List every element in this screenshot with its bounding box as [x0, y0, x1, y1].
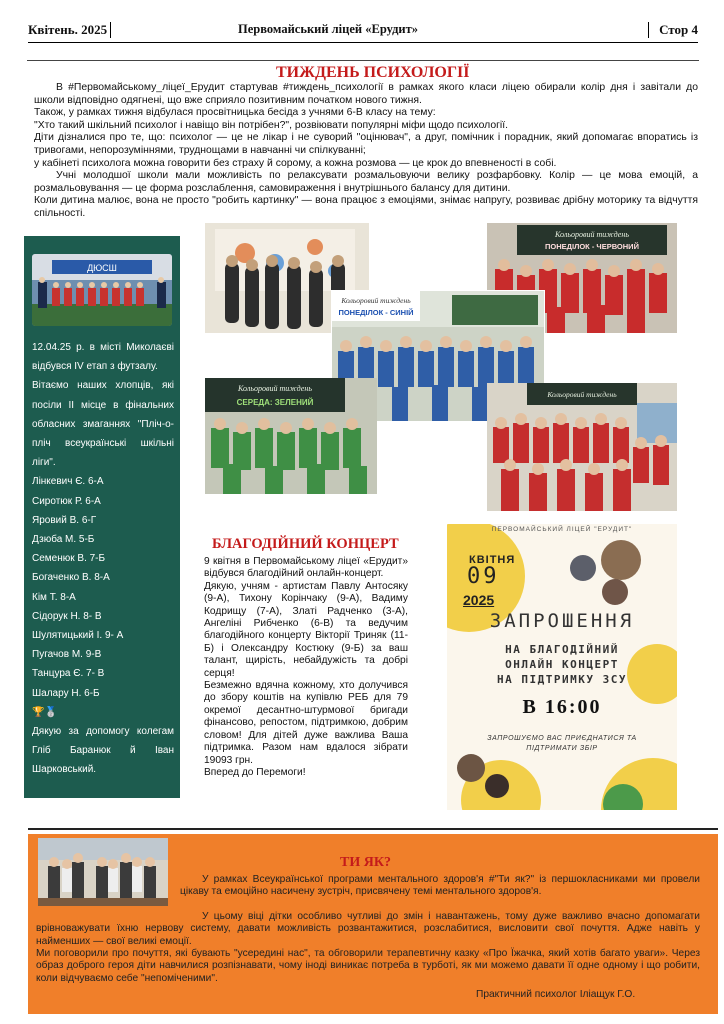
poster-subtitle-line: НА БЛАГОДІЙНИЙ — [505, 643, 619, 656]
charity-title: БЛАГОДІЙНИЙ КОНЦЕРТ — [212, 536, 399, 552]
sports-text — [32, 338, 174, 780]
player-item: Богаченко В. 8-А — [32, 572, 110, 584]
player-item: Яровий В. 6-Г — [32, 514, 97, 526]
paragraph: У цьому віці дітки особливо чутливі до змін і навантажень, тому дуже важливо вчасно допомагати врівноважувати їхню нервову систему, давати можливість розвантажитися, розслабитися, висловити свої почуття. Адже навіть у найменших — свої великі емоції. — [36, 910, 700, 947]
svg-text:ДЮСШ: ДЮСШ — [87, 263, 117, 273]
ty-yak-article — [36, 874, 700, 985]
page-number: Стор 4 — [648, 22, 698, 38]
red-class-photo — [487, 383, 677, 511]
svg-text:Кольоровий тиждень: Кольоровий тиждень — [341, 296, 411, 305]
paragraph: у кабінеті психолога можна говорити без страху й сорому, а кожна розмова — це крок до впевненості в собі. — [34, 157, 557, 169]
poster-time: В 16:00 — [522, 696, 602, 718]
paragraph: "Хто такий шкільний психолог і навіщо він потрібен?", розвіювати популярні міфи щодо психології. — [34, 119, 509, 131]
poster-organizer: ПЕРВОМАЙСЬКИЙ ЛІЦЕЙ "ЕРУДИТ" — [491, 526, 633, 533]
sports-paragraph: Вітаємо наших хлопців, які посіли II місце в фінальних обласних змаганнях "Пліч-о-пліч всеукраїнські шкільні ліги". — [32, 380, 174, 469]
svg-text:Кольоровий тиждень: Кольоровий тиждень — [547, 390, 617, 399]
paragraph: Безмежно вдячна кожному, хто долучився до збору коштів на купівлю РЕБ для 79 окремої десантно-штурмової бригади фінансово, репостом, підтримкою, добрим словом! Для дітей дуже важлива Ваша підтримка. Разом нам вдалося зібрати 19093 грн. — [204, 680, 408, 766]
green-day-photo — [205, 378, 377, 494]
player-item: Дзюба М. 5-Б — [32, 534, 95, 546]
poster-year: 2025 — [463, 592, 495, 608]
author-signature: Практичний психолог Іліащук Г.О. — [476, 989, 636, 1000]
section-divider — [28, 828, 718, 830]
ty-yak-title: ТИ ЯК? — [340, 855, 391, 870]
svg-text:Кольоровий тиждень: Кольоровий тиждень — [238, 384, 312, 393]
issue-date: Квітень. 2025 — [28, 22, 111, 38]
paragraph: Діти дізналися про те, що: психолог — це не лікар і не суворий "оцінювач", а друг, помічник і порадник, який допомагає впоратись із тривогами, непорозуміннями, труднощами в навчанні чи спілкуванні; — [34, 132, 698, 156]
paragraph: Учні молодшої школи мали можливість по релаксувати розмальовуючи велику розфарбовку. Колір — це мова емоцій, а розмальовування — це форма розслаблення, самовираження і внутрішнього балансу для дитини. — [34, 170, 698, 194]
poster-subtitle-line: НА ПІДТРИМКУ ЗСУ — [497, 673, 627, 686]
player-item: Семенюк В. 7-Б — [32, 553, 106, 565]
player-item: Сиротюк Р. 6-А — [32, 495, 101, 507]
psychology-title: ТИЖДЕНЬ ПСИХОЛОГІЇ — [276, 64, 470, 81]
paragraph: Ми поговорили про почуття, які бувають "усередині нас", та обговорили терапевтичну казку «Про Їжачка, який хотів багато уваги». Через образ доброго героя діти навчилися розпізнавати, чому іноді виникає потреба в турботі, як ми можемо давати її одне одному і що робити, коли відчуваємо себе "непоміченими". — [36, 948, 700, 984]
paragraph: 9 квітня в Первомайському ліцеї «Ерудит» відбувся благодійний онлайн-концерт. — [204, 556, 408, 580]
paragraph: Також, у рамках тижня відбулася просвітницька бесіда з учнями 6-В класу на тему: — [34, 107, 436, 119]
poster-day: 09 — [467, 564, 500, 589]
paragraph: Вперед до Перемоги! — [204, 766, 306, 778]
player-item: Лінкевич Є. 6-А — [32, 476, 104, 488]
sports-thanks: Дякую за допомогу колегам Гліб Баранюк й Іван Шарковський. — [32, 726, 174, 776]
sports-sidebar — [24, 236, 180, 798]
page-header — [28, 20, 698, 43]
paragraph: Дякую, учням - артистам Павлу Антосяку (9-А), Тихону Корінчаку (9-А), Вадиму Кодрищу (7-А), Златі Радченко (3-А), Ангеліні Рибченко (6-В) та ведучим благодійного концерту Вікторії Триняк (11-Б) і Олександру Костюку (9-Б) за ваш талант, щирість, небайдужість та добрі серця! — [204, 580, 408, 679]
psychology-article — [34, 82, 698, 221]
paragraph: У рамках Всеукраїнської програми ментального здоров'я #"Ти як?" із першокласниками ми провели цікаву та емоційно насичену зустріч, присвячену темі ментального здоров'я. — [180, 874, 700, 898]
paragraph: В #Первомайському_ліцеї_Ерудит стартував #тиждень_психології в рамках якого класи ліцею обирали колір дня і завітали до школи відповідно одягнені, що вже сприяло позитивним початком нового тижня. — [34, 82, 698, 106]
sports-paragraph: 12.04.25 р. в місті Миколаєві відбувся IV етап з футзалу. — [32, 342, 174, 373]
poster-subtitle-line: ОНЛАЙН КОНЦЕРТ — [505, 658, 619, 671]
charity-article — [204, 556, 408, 779]
player-item: Танцура Є. 7- В — [32, 668, 105, 680]
poster-month: КВІТНЯ — [469, 554, 516, 566]
player-item: Кім Т. 8-А — [32, 591, 76, 603]
poster-subtitle — [467, 642, 657, 687]
player-item: Сідорук Н. 8- В — [32, 610, 102, 622]
poster-invitation: ЗАПРОШЕННЯ — [489, 610, 635, 632]
svg-text:ПОНЕДІЛОК - ЧЕРВОНИЙ: ПОНЕДІЛОК - ЧЕРВОНИЙ — [545, 242, 639, 251]
poster-call-to-action: ЗАПРОШУЄМО ВАС ПРИЄДНАТИСЯ ТА ПІДТРИМАТИ ЗБІР — [487, 735, 637, 752]
futsal-team-photo — [32, 254, 172, 326]
publication-title: Первомайський ліцей «Ерудит» — [238, 22, 418, 36]
trophy-medal-icons: 🏆🥈 — [32, 706, 57, 718]
paragraph: Коли дитина малює, вона не просто "робить картинку" — вона працює з емоціями, знімає напругу, розвиває дрібну моторику та відчуття спільності. — [34, 195, 698, 219]
svg-text:Кольоровий тиждень: Кольоровий тиждень — [555, 230, 629, 239]
player-item: Пугачов М. 9-В — [32, 649, 102, 661]
player-item: Шулятицький І. 9- А — [32, 630, 124, 642]
svg-text:СЕРЕДА: ЗЕЛЕНИЙ: СЕРЕДА: ЗЕЛЕНИЙ — [236, 398, 314, 407]
svg-text:ПОНЕДІЛОК - СИНІЙ: ПОНЕДІЛОК - СИНІЙ — [338, 308, 414, 317]
player-item: Шалару Н. 6-Б — [32, 687, 100, 699]
concert-poster — [447, 524, 677, 810]
